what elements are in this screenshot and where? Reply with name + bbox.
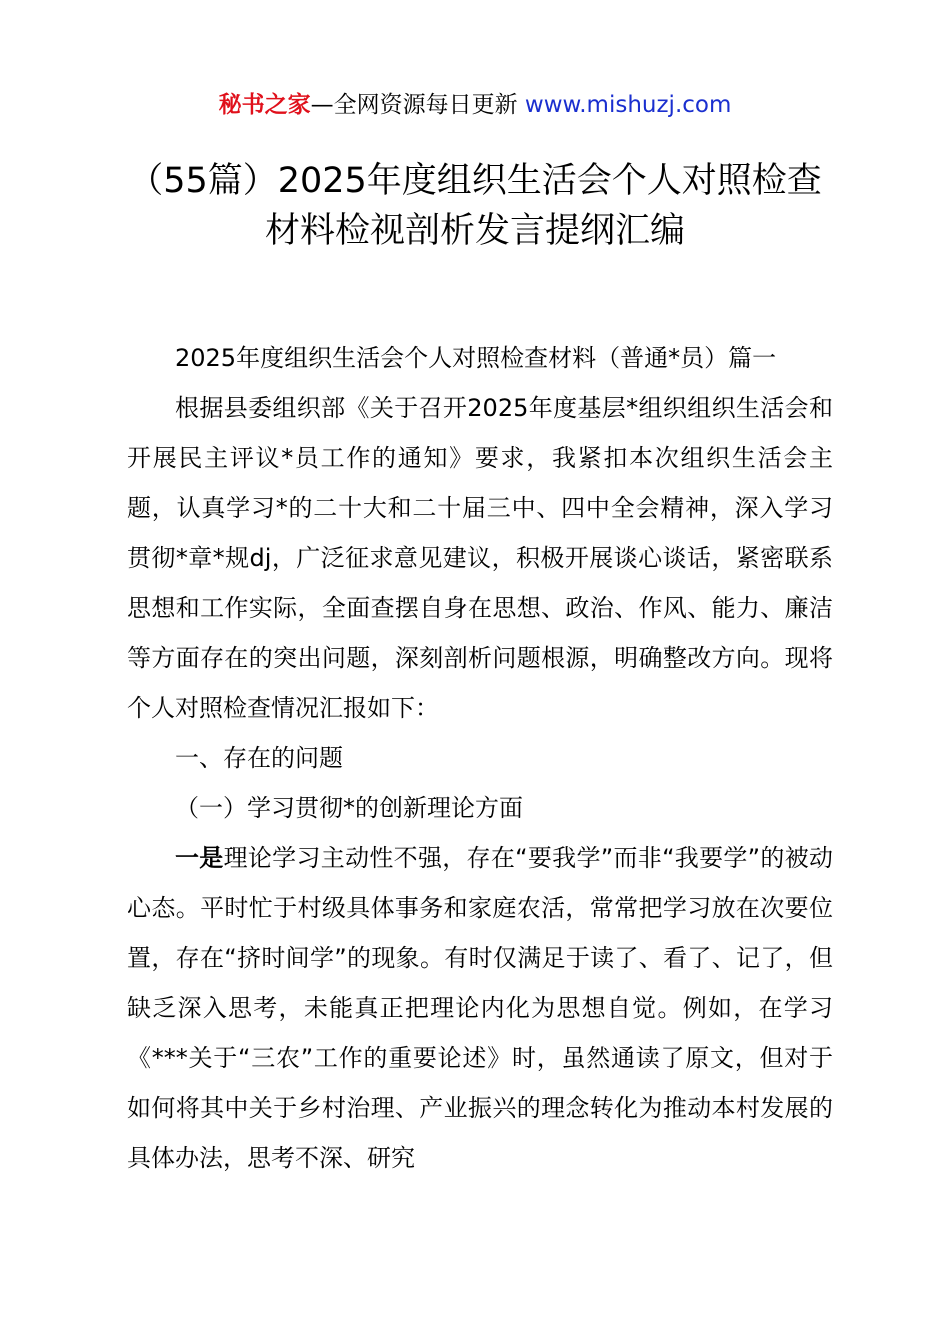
- intro-paragraph: 根据县委组织部《关于召开2025年度基层*组织组织生活会和开展民主评议*员工作的通知》要求，我紧扣本次组织生活会主题，认真学习*的二十大和二十届三中、四中全会精神，深入学习贯彻*章*规dj，广泛征求意见建议，积极开展谈心谈话，紧密联系思想和工作实际，全面查摆自身在思想、政治、作风、能力、廉洁等方面存在的突出问题，深刻剖析问题根源，明确整改方向。现将个人对照检查情况汇报如下：: [127, 394, 833, 722]
- section-heading: 一、存在的问题: [175, 744, 343, 772]
- point-text: 理论学习主动性不强，存在“要我学”而非“我要学”的被动心态。平时忙于村级具体事务和家庭农活，常常把学习放在次要位置，存在“挤时间学”的现象。有时仅满足于读了、看了、记了，但缺乏深入思考，未能真正把理论内化为思想自觉。例如，在学习《***关于“三农”工作的重要论述》时，虽然通读了原文，但对于如何将其中关于乡村治理、产业振兴的理念转化为推动本村发展的具体办法，思考不深、研究: [127, 844, 834, 1172]
- point-lead: 一是: [175, 844, 224, 872]
- header-tagline: —全网资源每日更新: [310, 92, 525, 118]
- subsection-heading: （一）学习贯彻*的创新理论方面: [175, 794, 523, 822]
- subtitle: 2025年度组织生活会个人对照检查材料（普通*员）篇一: [175, 344, 777, 372]
- document-title: [0, 156, 950, 256]
- site-url-link[interactable]: www.mishuzj.com: [524, 92, 732, 118]
- title-line-1: （55篇）2025年度组织生活会个人对照检查: [128, 161, 822, 201]
- brand-name: 秘书之家: [218, 92, 311, 118]
- site-header: [0, 88, 950, 122]
- point-paragraph: [127, 833, 833, 1183]
- title-line-2: 材料检视剖析发言提纲汇编: [264, 211, 685, 251]
- document-body: [127, 333, 833, 1183]
